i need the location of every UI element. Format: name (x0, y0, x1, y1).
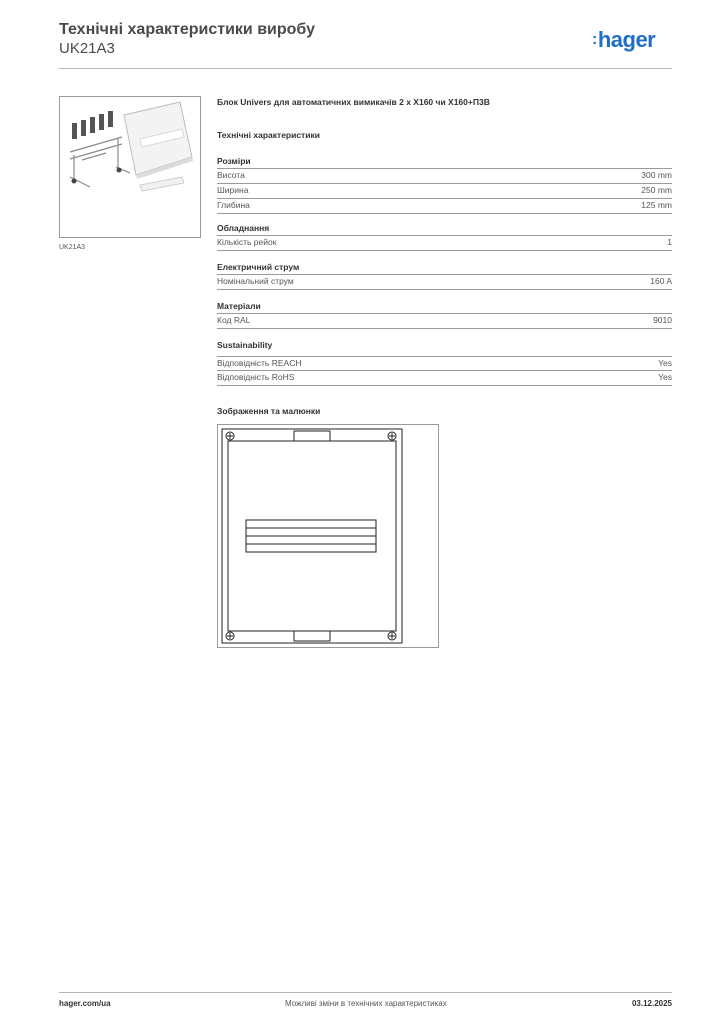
spec-label: Номінальний струм (217, 276, 294, 286)
spec-label: Глибина (217, 200, 250, 210)
section-materials-title: Матеріали (217, 301, 261, 311)
spec-row (217, 183, 672, 198)
spec-row (217, 198, 672, 214)
product-description: Блок Univers для автоматичних вимикачів 2 x X160 чи X160+П3В (217, 97, 490, 107)
spec-value: Yes (658, 372, 672, 382)
product-code: UK21A3 (59, 40, 115, 57)
spec-value: 160 A (650, 276, 672, 286)
spec-label: Ширина (217, 185, 249, 195)
bottom-tab (294, 631, 330, 641)
top-tab (294, 431, 330, 441)
spec-value: 125 mm (641, 200, 672, 210)
logo-dots: : (592, 31, 597, 48)
spec-row (217, 370, 672, 386)
front-view-drawing (218, 425, 438, 647)
spec-value: 250 mm (641, 185, 672, 195)
footer-website-link[interactable]: hager.com/ua (59, 999, 111, 1008)
logo-text: hager (597, 27, 656, 52)
spec-row (217, 313, 672, 329)
spec-row (217, 235, 672, 251)
spec-value: Yes (658, 358, 672, 368)
spec-label: Відповідність REACH (217, 358, 302, 368)
spec-label: Код RAL (217, 315, 251, 325)
photo-caption: UK21A3 (59, 244, 86, 251)
spec-row (217, 274, 672, 290)
cover-plate (124, 102, 193, 179)
spec-value: 9010 (653, 315, 672, 325)
footer-divider (59, 992, 672, 993)
spec-row (217, 168, 672, 183)
mounting-frame (70, 137, 130, 187)
breakers (72, 111, 113, 139)
tech-heading: Технічні характеристики (217, 130, 320, 140)
technical-drawing (217, 424, 439, 648)
footer-date: 03.12.2025 (631, 999, 672, 1008)
spec-value: 300 mm (641, 170, 672, 180)
hager-logo[interactable] (592, 27, 655, 53)
images-heading: Зображення та малюнки (217, 406, 321, 416)
product-illustration (60, 97, 200, 237)
spec-row (217, 356, 672, 371)
header-divider (59, 68, 672, 69)
section-dimensions-title: Розміри (217, 156, 251, 166)
section-equipment-title: Обладнання (217, 223, 270, 233)
footer-notice: Можливі зміни в технічних характеристиках (285, 999, 447, 1008)
section-current-title: Електричний струм (217, 262, 300, 272)
page-title: Технічні характеристики виробу (59, 21, 315, 38)
spec-label: Кількість рейок (217, 237, 277, 247)
spec-label: Відповідність RoHS (217, 372, 295, 382)
section-sustainability-title: Sustainability (217, 340, 273, 350)
spec-value: 1 (667, 237, 672, 247)
spec-label: Висота (217, 170, 245, 180)
product-photo (59, 96, 201, 238)
